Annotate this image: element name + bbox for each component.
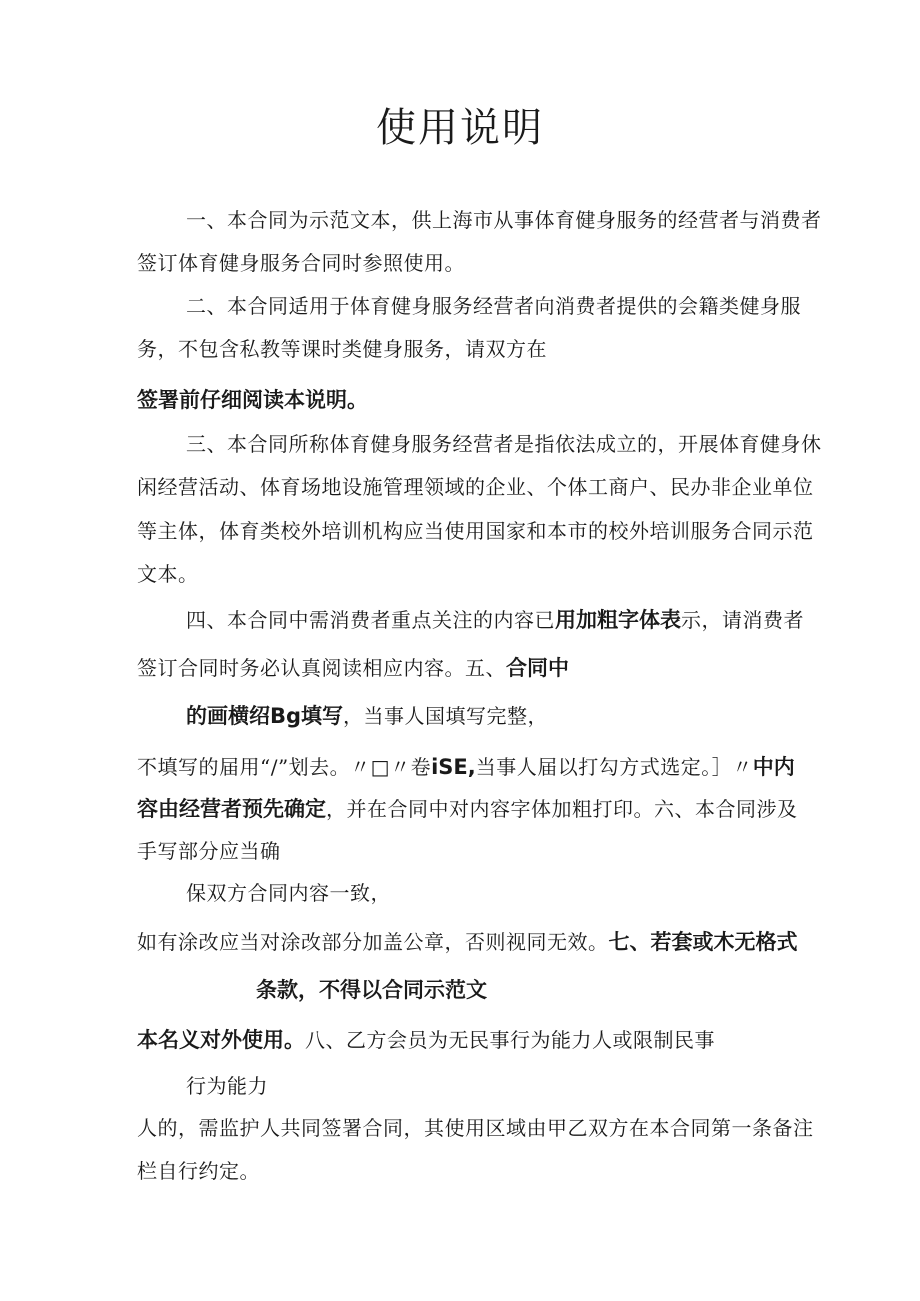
text-segment: 手写部分应当确 (137, 839, 281, 863)
text-segment: 保双方合同内容一致， (186, 881, 391, 905)
text-segment: 栏自行约定。 (137, 1159, 260, 1183)
text-line (137, 1156, 260, 1186)
text-line (137, 653, 569, 683)
bold-segment: 条款，不得以合同示范文 (256, 978, 487, 1002)
text-segment: 二、本合同适用于体育健身服务经营者向消费者提供的会籍类健身服 (186, 294, 801, 318)
bold-segment: 中内 (752, 755, 795, 779)
text-segment: ，当事人国填写完整， (343, 704, 549, 728)
text-line (186, 701, 548, 731)
text-segment: 当事人届以打勾方式选定。］〃 (475, 755, 753, 779)
text-segment: 示，请消费者 (681, 608, 804, 632)
text-segment: 三、本合同所称体育健身服务经营者是指依法成立的，开展体育健身休 (186, 432, 822, 456)
text-line (186, 605, 804, 635)
text-segment: 如有涂改应当对涂改部分加盖公章，否则视同无效。 (137, 930, 609, 954)
text-line (137, 752, 795, 782)
text-line (186, 205, 822, 235)
bold-segment: 本名义对外使用。 (137, 1028, 305, 1052)
text-segment: 四、本合同中需消费者重点关注的内容已 (186, 608, 555, 632)
text-segment: 务，不包含私教等课时类健身服务，请双方在 (137, 337, 547, 361)
text-segment: ，并在合同中对内容字体加粗打印。六、本合同涉及 (326, 797, 798, 821)
text-line (137, 472, 814, 502)
text-segment: 签订合同时务必认真阅读相应内容。五、 (137, 656, 506, 680)
text-line (137, 385, 368, 415)
text-line (137, 1025, 715, 1055)
bold-segment: 用加粗字体表 (555, 608, 681, 632)
text-line (186, 291, 801, 321)
text-segment: 一、本合同为示范文本，供上海市从事体育健身服务的经营者与消费者 (186, 208, 822, 232)
text-line (186, 1071, 268, 1101)
text-line (137, 1113, 814, 1143)
bold-segment: 容由经营者预先确定 (137, 797, 326, 821)
bold-segment: iSE, (431, 755, 476, 779)
text-line (186, 878, 391, 908)
text-line (137, 516, 814, 546)
bold-segment: 七、若套或木无格式 (608, 930, 798, 954)
text-segment: 等主体，体育类校外培训机构应当使用国家和本市的校外培训服务合同示范 (137, 519, 814, 543)
text-segment: 文本。 (137, 562, 199, 586)
bold-segment: 合同中 (506, 656, 569, 680)
bold-segment: 的画横绍Bg填写 (186, 704, 344, 728)
text-line (137, 794, 798, 824)
text-line (137, 927, 798, 957)
text-segment: 行为能力 (186, 1074, 268, 1098)
page-title: 使用说明 (376, 105, 544, 151)
text-line (137, 836, 281, 866)
text-segment: 八、乙方会员为无民事行为能力人或限制民事 (305, 1028, 715, 1052)
text-line (137, 334, 547, 364)
text-line (137, 559, 199, 589)
text-segment: 签订体育健身服务合同时参照使用。 (137, 251, 465, 275)
bold-segment: 签署前仔细阅读本说明。 (137, 388, 368, 412)
text-line (256, 975, 487, 1005)
text-line (137, 248, 465, 278)
text-segment: 人的，需监护人共同签署合同，其使用区域由甲乙双方在本合同第一条备注 (137, 1116, 814, 1140)
text-line (186, 429, 822, 459)
text-segment: 闲经营活动、体育场地设施管理领域的企业、个体工商户、民办非企业单位 (137, 475, 814, 499)
text-segment: 不填写的届用“/”划去。〃□〃卷 (137, 755, 432, 779)
